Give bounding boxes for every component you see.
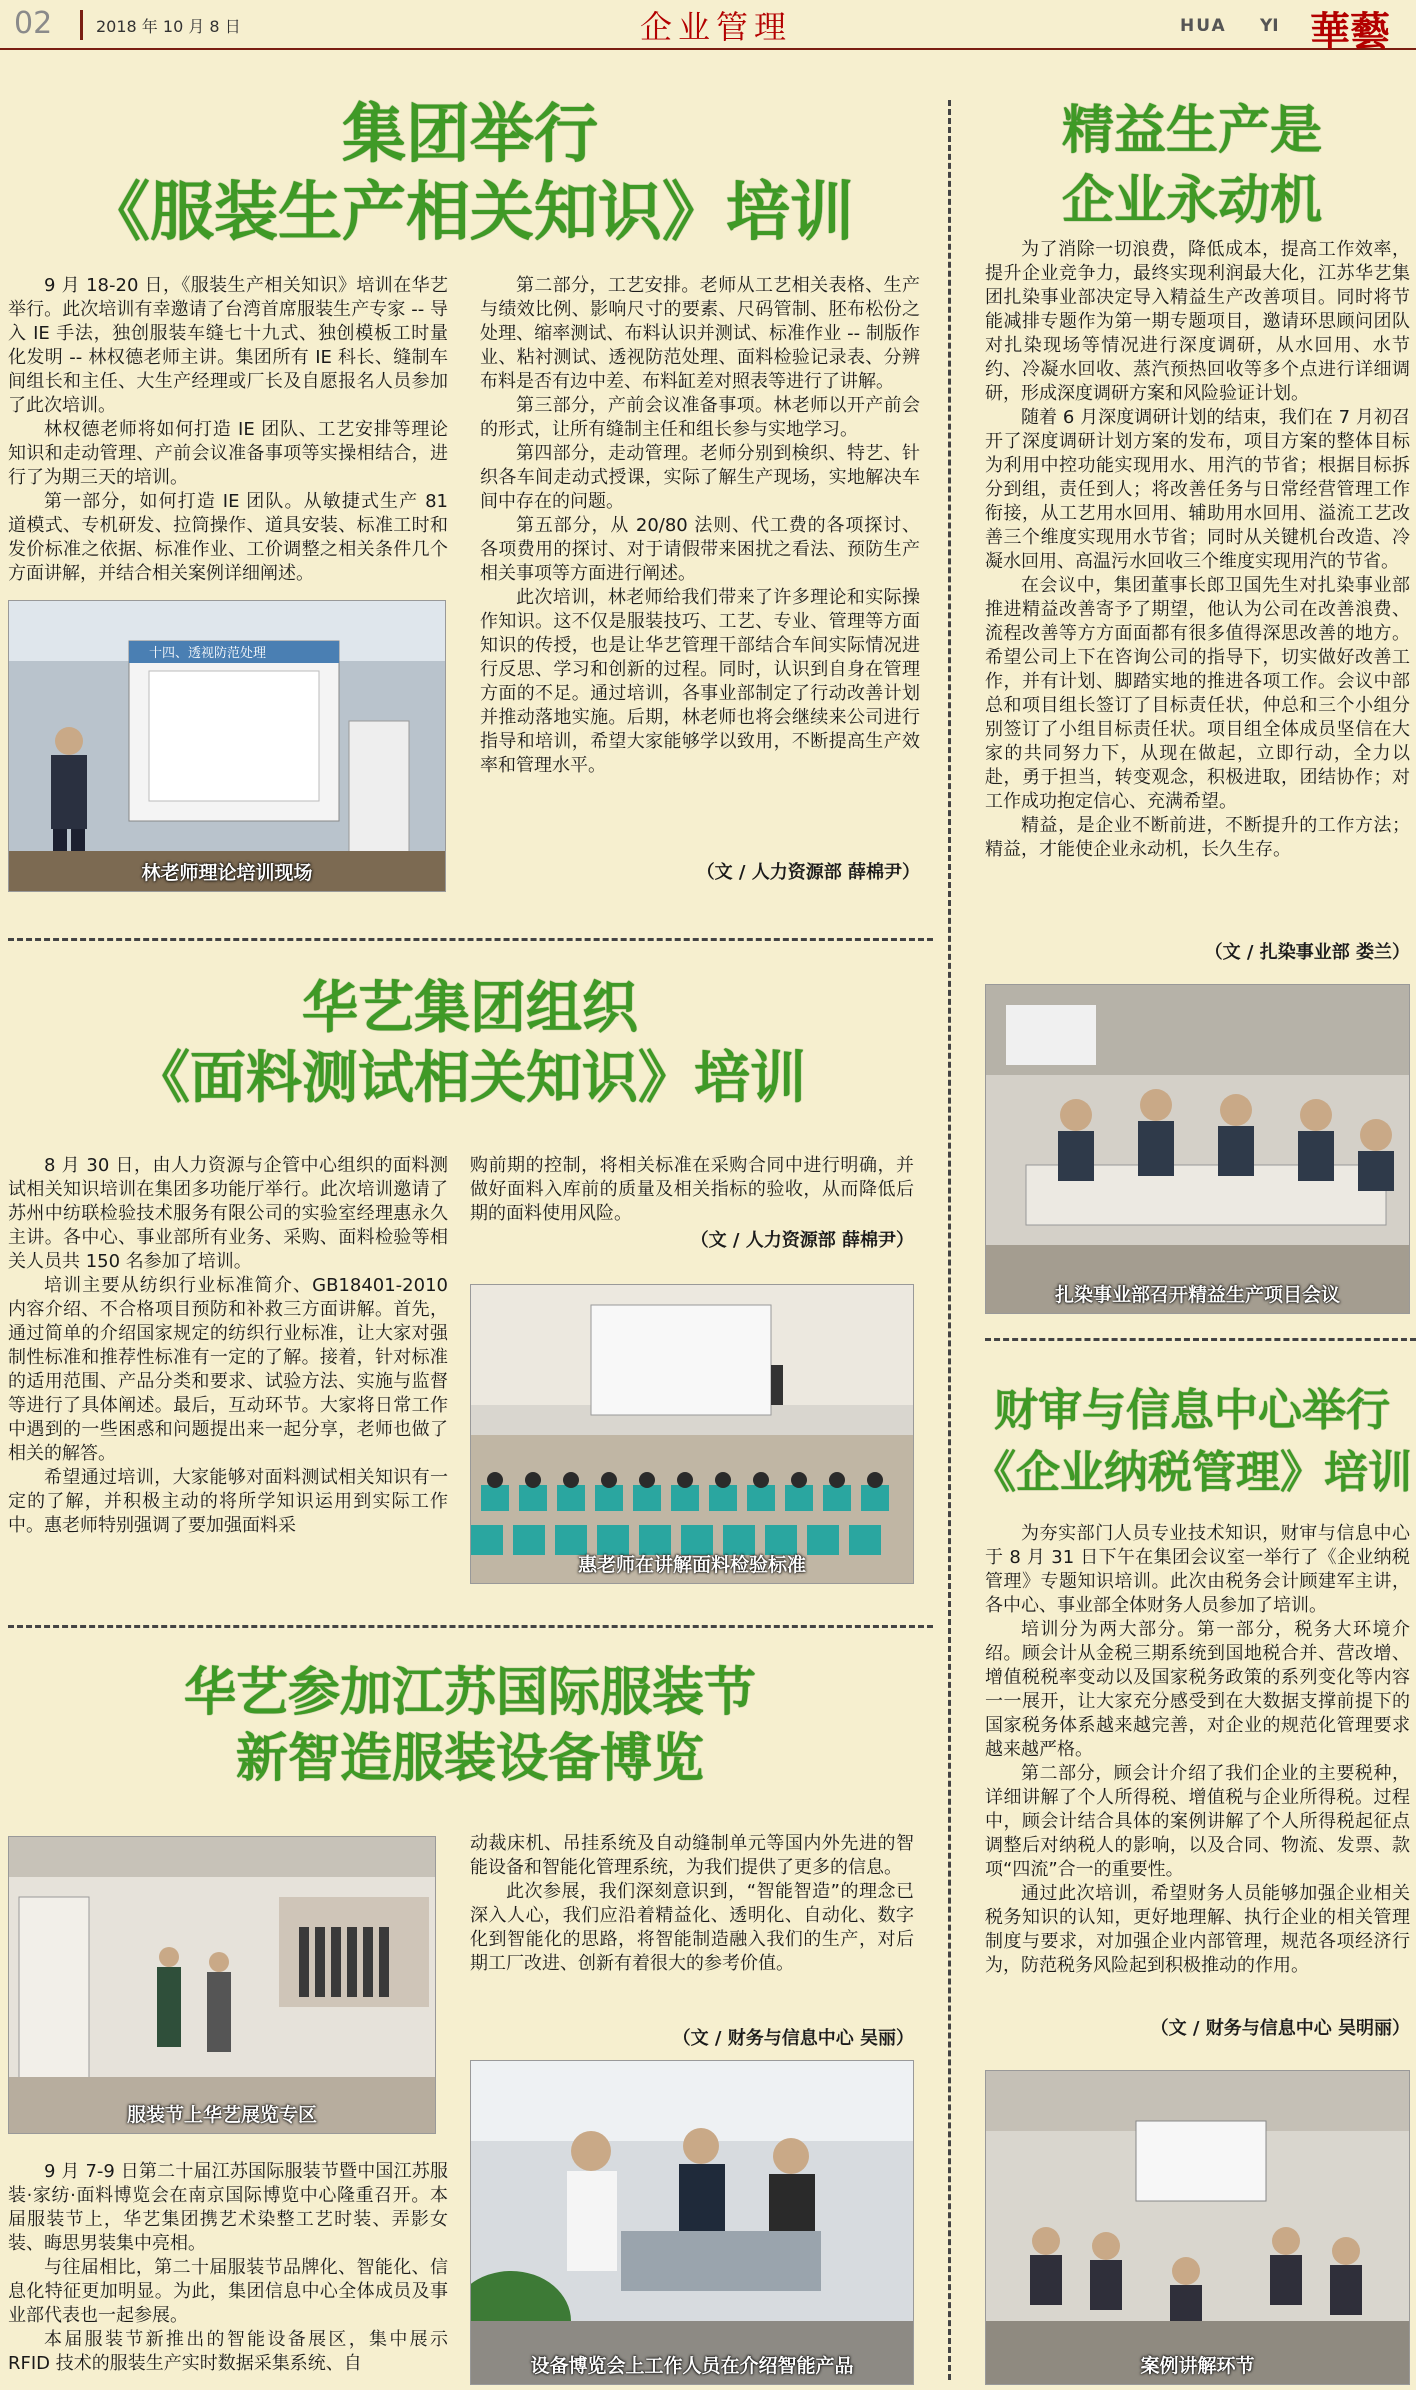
article3-photo1 — [8, 1836, 436, 2134]
paragraph: 购前期的控制，将相关标准在采购合同中进行明确，并做好面料入库前的质量及相关指标的验收，从而降低后期的面料使用风险。 — [470, 1155, 914, 1224]
article5-title — [972, 1380, 1412, 1504]
article2-column2 — [470, 1154, 914, 1228]
column-divider — [948, 100, 951, 2380]
article3-title — [20, 1660, 920, 1792]
article2-title-line1: 华艺集团组织 — [302, 976, 638, 1041]
article5-photo — [985, 2070, 1410, 2385]
header-divider — [80, 10, 83, 40]
article1-photo-caption: 林老师理论培训现场 — [141, 862, 313, 884]
paragraph: 此次培训，林老师给我们带来了许多理论和实际操作知识。这不仅是服装技巧、工艺、专业、管理等方面知识的传授，也是让华艺管理干部结合车间实际情况进行反思、学习和创新的过程。同时，认识到自身在管理方面的不足。通过培训，各事业部制定了行动改善计划并推动落地实施。后期，林老师也将会继续来公司进行指导和培训，希望大家能够学以致用，不断提高生产效率和管理水平。 — [480, 587, 920, 776]
issue-date: 2018 年 10 月 8 日 — [96, 17, 241, 36]
article2-title — [20, 974, 920, 1114]
paragraph: 培训主要从纺织行业标准简介、GB18401-2010 内容介绍、不合格项目预防和补救三方面讲解。首先，通过简单的介绍国家规定的纺织行业标准，让大家对强制性标准和推荐性标准有一定的了解。接着，针对标准的适用范围、产品分类和要求、试验方法、实施与监督等进行了具体阐述。最后，互动环节。大家将日常工作中遇到的一些困惑和问题提出来一起分享，老师也做了相关的解答。 — [8, 1275, 448, 1464]
article-divider — [8, 1625, 933, 1628]
meeting-room-image — [986, 985, 1410, 1314]
paragraph: 希望通过培训，大家能够对面料测试相关知识有一定的了解，并积极主动的将所学知识运用到实际工作中。惠老师特别强调了要加强面料采 — [8, 1467, 448, 1536]
article3-photo2 — [470, 2060, 914, 2385]
paragraph: 此次参展，我们深刻意识到，“智能智造”的理念已深入人心，我们应沿着精益化、透明化、自动化、数字化到智能化的思路，将智能制造融入我们的生产，对后期工厂改进、创新有着很大的参考价值。 — [470, 1881, 914, 1974]
paragraph: 培训分为两大部分。第一部分，税务大环境介绍。顾会计从金税三期系统到国地税合并、营改增、增值税税率变动以及国家税务政策的系列变化等内容一一展开，让大家充分感受到在大数据支撑前提下的国家税务体系越来越完善，对企业的规范化管理要求越来越严格。 — [985, 1619, 1410, 1760]
section-name: 企业管理 — [640, 8, 793, 46]
article4-signature: （文 / 扎染事业部 娄兰） — [1204, 942, 1410, 963]
paragraph: 第五部分，从 20/80 法则、代工费的各项探讨、各项费用的探讨、对于请假带来困扰之看法、预防生产相关事项等方面进行阐述。 — [480, 515, 920, 584]
paragraph: 9 月 18-20 日，《服装生产相关知识》培训在华艺举行。此次培训有幸邀请了台湾首席服装生产专家 -- 导入 IE 手法，独创服装车缝七十九式、独创模板工时量化发明 -- 林权德老师主讲。集团所有 IE 科长、缝制车间组长和主任、大生产经理或厂长及自愿报名人员参加了此次培训。 — [8, 275, 448, 416]
article4-title — [972, 96, 1412, 236]
article1-title-line1: 集团举行 — [342, 98, 598, 172]
article3-photo2-caption: 设备博览会上工作人员在介绍智能产品 — [530, 2355, 854, 2377]
paragraph: 第三部分，产前会议准备事项。林老师以开产前会的形式，让所有缝制主任和组长参与实地学习。 — [480, 395, 920, 440]
paragraph: 随着 6 月深度调研计划的结束，我们在 7 月初召开了深度调研计划方案的发布，项目方案的整体目标为利用中控功能实现用水、用汽的节省；根据目标拆分到组，责任到人；将改善任务与日常经营管理工作衔接，从工艺用水回用、辅助用水回用、溢流工艺改善三个维度实现用水节省；同时从关键机台改造、冷凝水回用、高温污水回收三个维度实现用汽的节省。 — [985, 407, 1410, 572]
article3-title-line1: 华艺参加江苏国际服装节 — [183, 1663, 756, 1723]
article5-body — [985, 1522, 1410, 2012]
slide-title: 十四、透视防范处理 — [149, 646, 267, 661]
article1-title-line2: 《服装生产相关知识》培训 — [86, 176, 854, 250]
article2-signature: （文 / 人力资源部 薛棉尹） — [690, 1230, 914, 1251]
article1-signature: （文 / 人力资源部 薛棉尹） — [696, 862, 920, 883]
article5-title-line2: 《企业纳税管理》培训 — [972, 1447, 1412, 1498]
article-divider — [985, 1338, 1416, 1341]
article3-photo1-caption: 服装节上华艺展览专区 — [126, 2104, 317, 2126]
article1-column1 — [8, 274, 448, 596]
article4-photo-caption: 扎染事业部召开精益生产项目会议 — [1054, 1284, 1340, 1306]
article3-column1 — [8, 2160, 448, 2385]
paragraph: 林权德老师将如何打造 IE 团队、工艺安排等理论知识和走动管理、产前会议准备事项等实操相结合，进行了为期三天的培训。 — [8, 419, 448, 488]
paragraph: 8 月 30 日，由人力资源与企管中心组织的面料测试相关知识培训在集团多功能厅举行。此次培训邀请了苏州中纺联检验技术服务有限公司的实验室经理惠永久主讲。各中心、事业部所有业务、采购、面料检验等相关人员共 150 名参加了培训。 — [8, 1155, 448, 1272]
article2-photo — [470, 1284, 914, 1584]
article4-title-line2: 企业永动机 — [1061, 171, 1322, 231]
paragraph: 在会议中，集团董事长郎卫国先生对扎染事业部推进精益改善寄予了期望，他认为公司在改善浪费、流程改善等方方面面都有很多值得深思改善的地方。希望公司上下在咨询公司的指导下，切实做好改善工作，并有计划、脚踏实地的推进各项工作。会议中部总和项目组长签订了目标责任状，仲总和三个小组分别签订了小组目标责任状。项目组全体成员坚信在大家的共同努力下，从现在做起，立即行动，全力以赴，勇于担当，转变观念，积极进取，团结协作；对工作成功抱定信心、充满希望。 — [985, 575, 1410, 812]
masthead-brand: 華藝 — [1310, 8, 1390, 55]
article5-title-line1: 财审与信息中心举行 — [994, 1385, 1390, 1436]
article-divider — [8, 938, 933, 941]
masthead-hua: HUA — [1180, 16, 1227, 36]
article5-photo-caption: 案例讲解环节 — [1140, 2355, 1255, 2377]
article3-column2 — [470, 1832, 914, 2022]
article5-signature: （文 / 财务与信息中心 吴明丽） — [1150, 2018, 1410, 2039]
article1-column2 — [480, 274, 920, 854]
tax-training-image — [986, 2071, 1410, 2385]
article3-signature: （文 / 财务与信息中心 吴丽） — [672, 2028, 914, 2049]
article1-photo — [8, 600, 446, 892]
article1-title — [20, 96, 920, 252]
paragraph: 第二部分，顾会计介绍了我们企业的主要税种，详细讲解了个人所得税、增值税与企业所得税。过程中，顾会计结合具体的案例讲解了个人所得税起征点调整后对纳税人的影响，以及合同、物流、发票、款项“四流”合一的重要性。 — [985, 1763, 1410, 1880]
paragraph: 本届服装节新推出的智能设备展区，集中展示 RFID 技术的服装生产实时数据采集系统、自 — [8, 2329, 448, 2374]
page-header — [0, 0, 1416, 55]
paragraph: 通过此次培训，希望财务人员能够加强企业相关税务知识的认知，更好地理解、执行企业的相关管理制度与要求，对加强企业内部管理，规范各项经济行为，防范税务风险起到积极推动的作用。 — [985, 1883, 1410, 1976]
paragraph: 动裁床机、吊挂系统及自动缝制单元等国内外先进的智能设备和智能化管理系统，为我们提供了更多的信息。 — [470, 1833, 914, 1878]
training-scene-image — [9, 601, 446, 892]
paragraph: 为了消除一切浪费，降低成本，提高工作效率，提升企业竞争力，最终实现利润最大化，江苏华艺集团扎染事业部决定导入精益生产改善项目。同时将节能减排专题作为第一期专题项目，邀请环思顾问团队对扎染现场等情况进行深度调研，从水回用、水节约、冷凝水回收、蒸汽预热回收等多个点进行详细调研，形成深度调研方案和风险验证计划。 — [985, 239, 1410, 404]
article4-photo — [985, 984, 1410, 1314]
article3-title-line2: 新智造服装设备博览 — [235, 1729, 704, 1789]
smart-equipment-demo-image — [471, 2061, 914, 2385]
paragraph: 为夯实部门人员专业技术知识，财审与信息中心于 8 月 31 日下午在集团会议室一举行了《企业纳税管理》专题知识培训。此次由税务会计顾建军主讲，各中心、事业部全体财务人员参加了培训。 — [985, 1523, 1410, 1616]
masthead-yi: YI — [1260, 16, 1279, 36]
paragraph: 第四部分，走动管理。老师分别到検织、特艺、针织各车间走动式授课，实际了解生产现场，实地解决车间中存在的问题。 — [480, 443, 920, 512]
exhibition-booth-image — [9, 1837, 436, 2134]
lecture-hall-image — [471, 1285, 914, 1584]
paragraph: 精益，是企业不断前进，不断提升的工作方法；精益，才能使企业永动机，长久生存。 — [985, 815, 1410, 860]
paragraph: 第一部分，如何打造 IE 团队。从敏捷式生产 81 道模式、专机研发、拉筒操作、道具安装、标准工时和发价标准之依据、标准作业、工价调整之相关条件几个方面讲解，并结合相关案例详细阐述。 — [8, 491, 448, 584]
article2-photo-caption: 惠老师在讲解面料检验标准 — [577, 1554, 806, 1576]
paragraph: 第二部分，工艺安排。老师从工艺相关表格、生产与绩效比例、影响尺寸的要素、尺码管制、胚布松份之处理、缩率测试、布料认识并测试、标准作业 -- 制版作业、粘衬测试、透视防范处理、面料检验记录表、分辨布料是否有边中差、布料缸差对照表等进行了讲解。 — [480, 275, 920, 392]
article2-column1 — [8, 1154, 448, 1594]
article2-title-line2: 《面料测试相关知识》培训 — [134, 1046, 806, 1111]
paragraph: 9 月 7-9 日第二十届江苏国际服装节暨中国江苏服装·家纺·面料博览会在南京国际博览中心隆重召开。本届服装节上，华艺集团携艺术染整工艺时装、弄影女装、晦思男装集中亮相。 — [8, 2161, 448, 2254]
article4-body — [985, 238, 1410, 944]
article4-title-line1: 精益生产是 — [1061, 101, 1322, 161]
paragraph: 与往届相比，第二十届服装节品牌化、智能化、信息化特征更加明显。为此，集团信息中心全体成员及事业部代表也一起参展。 — [8, 2257, 448, 2326]
page-number: 02 — [14, 6, 53, 41]
